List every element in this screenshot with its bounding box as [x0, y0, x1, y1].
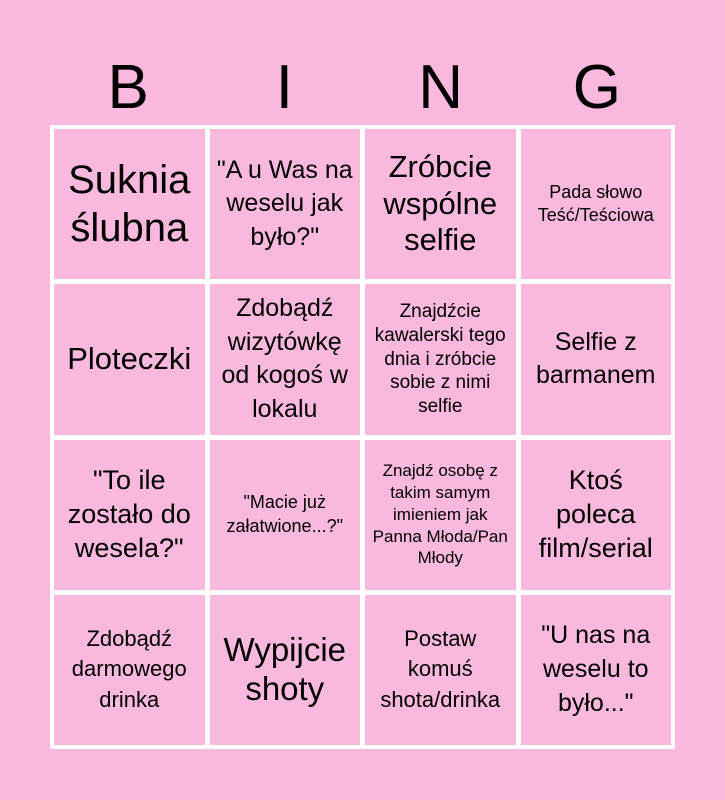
bingo-cell-r2c2[interactable] — [210, 284, 361, 434]
cell-text: Znajdźcie kawalerski tego dnia i zróbcie sobie z nimi selfie — [374, 301, 506, 417]
cell-text: Selfie z barmanem — [536, 327, 656, 390]
cell-text: Pada słowo Teść/Teściowa — [537, 181, 654, 226]
bingo-cell-r4c3[interactable] — [365, 595, 516, 745]
bingo-cell-r1c3[interactable] — [365, 129, 516, 279]
cell-text: Znajdź osobę z takim samym imieniem jak Panna Młoda/Pan Młody — [372, 461, 508, 568]
bingo-cell-r3c4[interactable] — [521, 440, 672, 590]
cell-text: Zróbcie wspólne selfie — [383, 149, 498, 258]
bingo-cell-r2c3[interactable] — [365, 284, 516, 434]
cell-text: Ktoś poleca film/serial — [538, 465, 653, 563]
bingo-cell-r4c1[interactable] — [54, 595, 205, 745]
bingo-cell-r4c2[interactable] — [210, 595, 361, 745]
cell-text: Zdobądź wizytówkę od kogoś w lokalu — [221, 293, 348, 424]
bingo-cell-r1c4[interactable] — [521, 129, 672, 279]
bingo-header — [50, 50, 675, 126]
header-letter-n: N — [418, 53, 464, 122]
bingo-cell-r1c2[interactable] — [210, 129, 361, 279]
header-letter-b: B — [107, 53, 149, 122]
bingo-cell-r3c2[interactable] — [210, 440, 361, 590]
bingo-cell-r3c3[interactable] — [365, 440, 516, 590]
cell-text: Postaw komuś shota/drinka — [380, 625, 501, 713]
bingo-grid — [50, 125, 675, 749]
cell-text: "To ile zostało do wesela?" — [67, 465, 191, 563]
bingo-cell-r1c1[interactable] — [54, 129, 205, 279]
header-letter-i: I — [275, 53, 293, 122]
bingo-cell-r3c1[interactable] — [54, 440, 205, 590]
cell-text: Zdobądź darmowego drinka — [71, 625, 187, 713]
cell-text: "U nas na weselu to było..." — [541, 621, 651, 717]
bingo-cell-r2c4[interactable] — [521, 284, 672, 434]
cell-text: "A u Was na weselu jak było?" — [216, 155, 353, 251]
header-letter-g: G — [572, 53, 621, 122]
cell-text: Ploteczki — [67, 341, 192, 377]
cell-text: Suknia ślubna — [68, 158, 191, 251]
bingo-cell-r2c1[interactable] — [54, 284, 205, 434]
bingo-cell-r4c4[interactable] — [521, 595, 672, 745]
cell-text: "Macie już załatwione...?" — [226, 492, 343, 536]
cell-text: Wypijcie shoty — [223, 630, 347, 707]
